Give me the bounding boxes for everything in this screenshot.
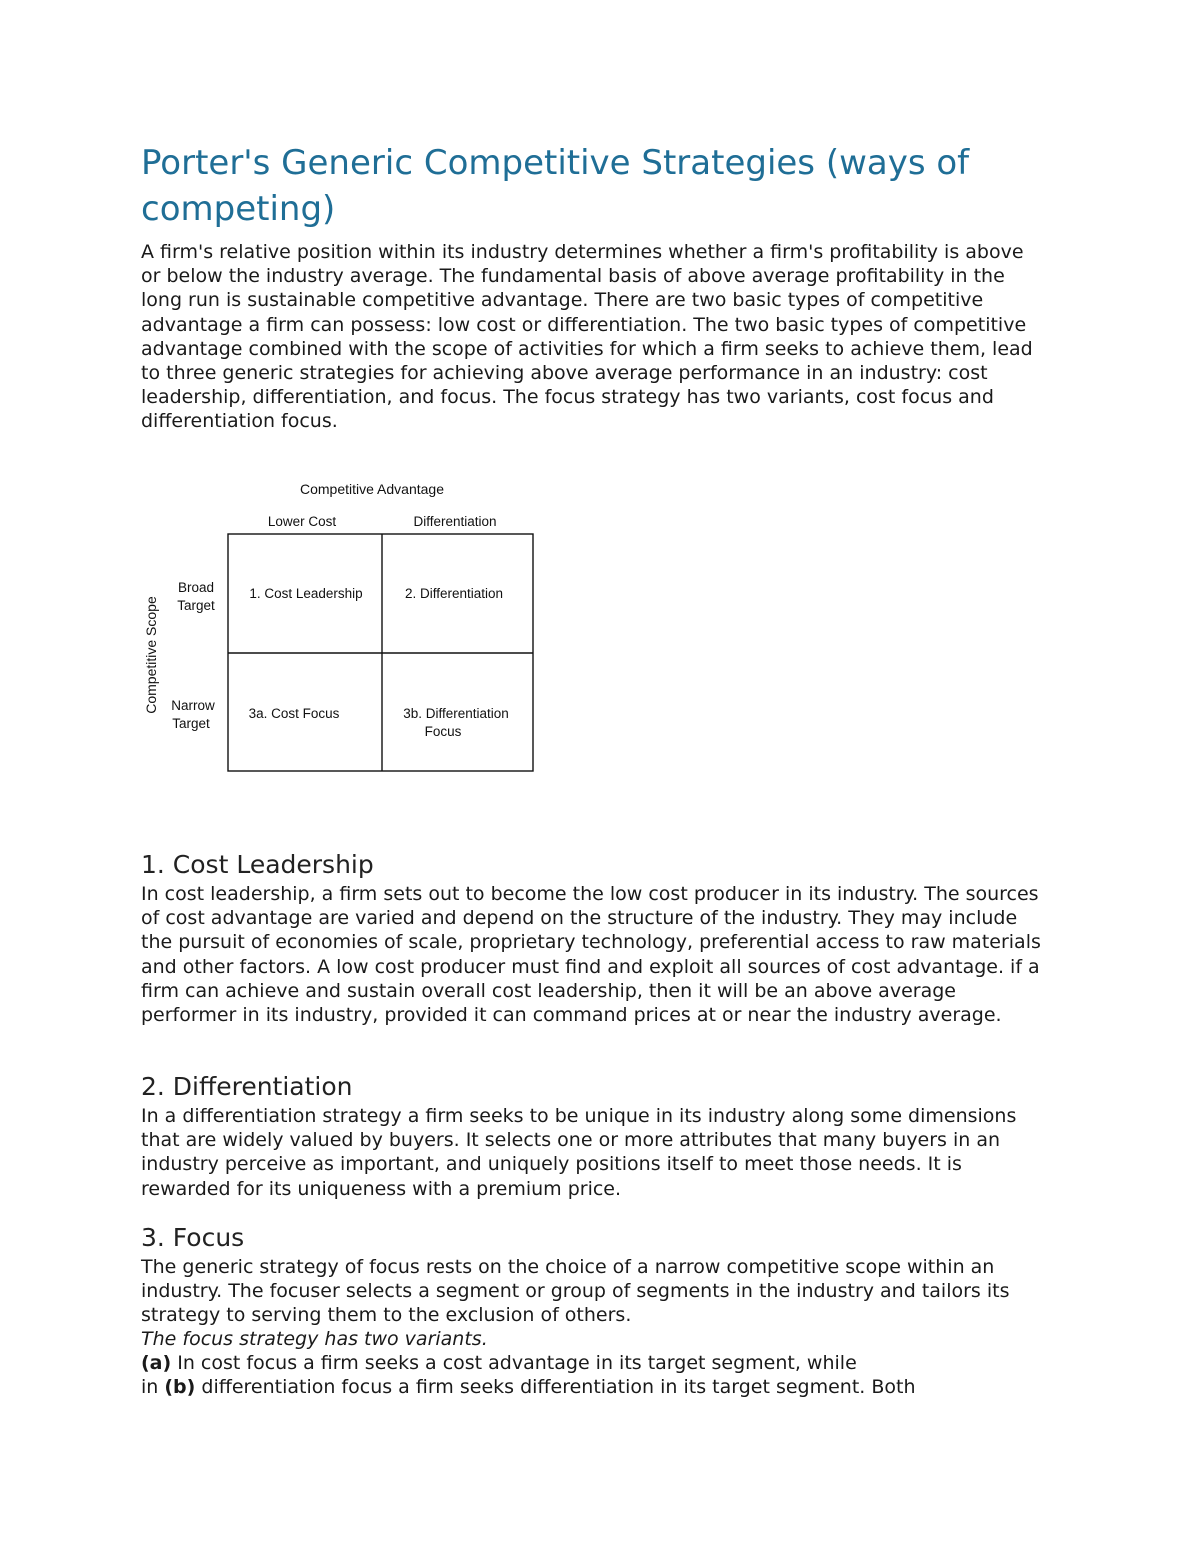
variant-a-text: In cost focus a firm seeks a cost advantage in its target segment, while — [171, 1352, 857, 1374]
heading-cost-leadership: 1. Cost Leadership — [141, 850, 374, 879]
paragraph-differentiation: In a differentiation strategy a firm seeks to be unique in its industry along some dimensions that are widely valued by buyers. It selects one or more attributes that many buyers in an industry perceive as important, and uniquely positions itself to meet those needs. It is rewarded for its uniqueness with a premium price. — [141, 1105, 1017, 1200]
competitive-advantage-label: Competitive Advantage — [300, 481, 444, 497]
focus-variant-a — [141, 1351, 1046, 1375]
heading-differentiation: 2. Differentiation — [141, 1072, 353, 1101]
row-label-broad-target: Target — [177, 598, 215, 613]
paragraph-cost-leadership: In cost leadership, a firm sets out to become the low cost producer in its industry. The sources of cost advantage are varied and depend on the structure of the industry. They may include the pursuit of economies of scale, proprietary technology, preferential access to raw materials and other factors. A low cost producer must find and exploit all sources of cost advantage. if a firm can achieve and sustain overall cost leadership, then it will be an above average performer in its industry, provided it can command prices at or near the industry average. — [141, 883, 1041, 1027]
variant-b-prefix: in — [141, 1376, 165, 1398]
cell-cost-focus: 3a. Cost Focus — [248, 706, 340, 721]
variant-a-label: (a) — [141, 1352, 172, 1374]
focus-variants-note-text: The focus strategy has two variants. — [141, 1328, 488, 1350]
variant-b-label: (b) — [164, 1376, 196, 1398]
heading-focus: 3. Focus — [141, 1223, 245, 1252]
row-label-narrow-target: Target — [172, 716, 210, 731]
variant-b-text: differentiation focus a firm seeks differentiation in its target segment. Both — [195, 1376, 916, 1398]
cell-differentiation-focus: 3b. Differentiation — [403, 706, 509, 721]
row-label-narrow: Narrow — [171, 698, 215, 713]
row-label-broad: Broad — [177, 580, 215, 595]
document-title: Porter's Generic Competitive Strategies (ways of competing) — [141, 143, 970, 229]
focus-variants-note — [141, 1327, 1046, 1351]
cell-differentiation: 2. Differentiation — [404, 586, 504, 601]
paragraph-focus: The generic strategy of focus rests on the choice of a narrow competitive scope within an industry. The focuser selects a segment or group of segments in the industry and tailors its strategy to serving them to the exclusion of others. — [141, 1256, 1010, 1327]
intro-paragraph: A firm's relative position within its industry determines whether a firm's profitability is above or below the industry average. The fundamental basis of above average profitability in the long run is sustainable competitive advantage. There are two basic types of competitive advantage a firm can possess: low cost or differentiation. The two basic types of competitive advantage combined with the scope of activities for which a firm seeks to achieve them, lead to three generic strategies for achieving above average performance in an industry: cost leadership, differentiation, and focus. The focus strategy has two variants, cost focus and differentiation focus. — [141, 241, 1033, 433]
column-label-differentiation: Differentiation — [413, 514, 497, 529]
column-label-lower-cost: Lower Cost — [267, 514, 337, 529]
focus-variant-b — [141, 1375, 1046, 1399]
competitive-scope-label: Competitive Scope — [143, 596, 159, 714]
cell-cost-leadership: 1. Cost Leadership — [249, 586, 363, 601]
cell-differentiation-focus-line2: Focus — [424, 724, 462, 739]
